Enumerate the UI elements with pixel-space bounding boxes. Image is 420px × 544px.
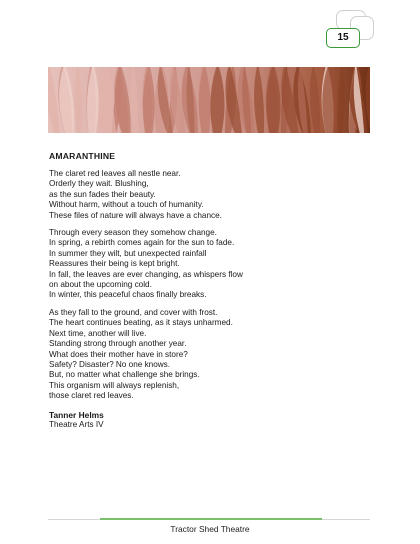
footer-accent-bar bbox=[100, 518, 322, 520]
poem-line: In spring, a rebirth comes again for the sun to fade. bbox=[49, 238, 235, 248]
poem-line: Reassures their being is kept bright. bbox=[49, 259, 180, 269]
stanza bbox=[49, 308, 369, 402]
page-number-badge bbox=[322, 10, 378, 50]
stanza bbox=[49, 169, 369, 221]
page-number: 15 bbox=[326, 28, 360, 48]
leaves-banner-image bbox=[48, 67, 370, 133]
poem-line: What does their mother have in store? bbox=[49, 349, 188, 359]
poem-line: Standing strong through another year. bbox=[49, 339, 187, 349]
poem-line: In fall, the leaves are ever changing, as whispers flow bbox=[49, 269, 243, 279]
poem-line: those claret red leaves. bbox=[49, 391, 134, 401]
poem-content bbox=[49, 151, 369, 430]
poem-line: Safety? Disaster? No one knows. bbox=[49, 359, 171, 369]
poem-line: In summer they wilt, but unexpected rainfall bbox=[49, 248, 207, 258]
author-name: Tanner Helms bbox=[49, 409, 104, 420]
poem-title: AMARANTHINE bbox=[49, 151, 116, 161]
poem-line: Through every season they somehow change. bbox=[49, 228, 217, 238]
poem-line: In winter, this peaceful chaos finally breaks. bbox=[49, 290, 207, 300]
poem-line: These files of nature will always have a chance. bbox=[49, 210, 222, 220]
poem-line: Next time, another will live. bbox=[49, 328, 147, 338]
poem-body bbox=[49, 169, 369, 402]
poem-line: on about the upcoming cold. bbox=[49, 280, 152, 290]
author-class: Theatre Arts IV bbox=[49, 419, 104, 429]
stanza bbox=[49, 228, 369, 301]
poem-line: This organism will always replenish, bbox=[49, 380, 180, 390]
poem-line: But, no matter what challenge she brings. bbox=[49, 370, 200, 380]
poem-line: as the sun fades their beauty. bbox=[49, 189, 156, 199]
footer-text: Tractor Shed Theatre bbox=[170, 524, 250, 534]
poem-line: Orderly they wait. Blushing, bbox=[49, 179, 149, 189]
poem-line: Without harm, without a touch of humanity. bbox=[49, 200, 204, 210]
poem-line: The claret red leaves all nestle near. bbox=[49, 169, 181, 178]
poem-line: As they fall to the ground, and cover with frost. bbox=[49, 307, 218, 317]
poem-line: The heart continues beating, as it stays unharmed. bbox=[49, 318, 233, 328]
leaves-illustration bbox=[48, 67, 370, 133]
